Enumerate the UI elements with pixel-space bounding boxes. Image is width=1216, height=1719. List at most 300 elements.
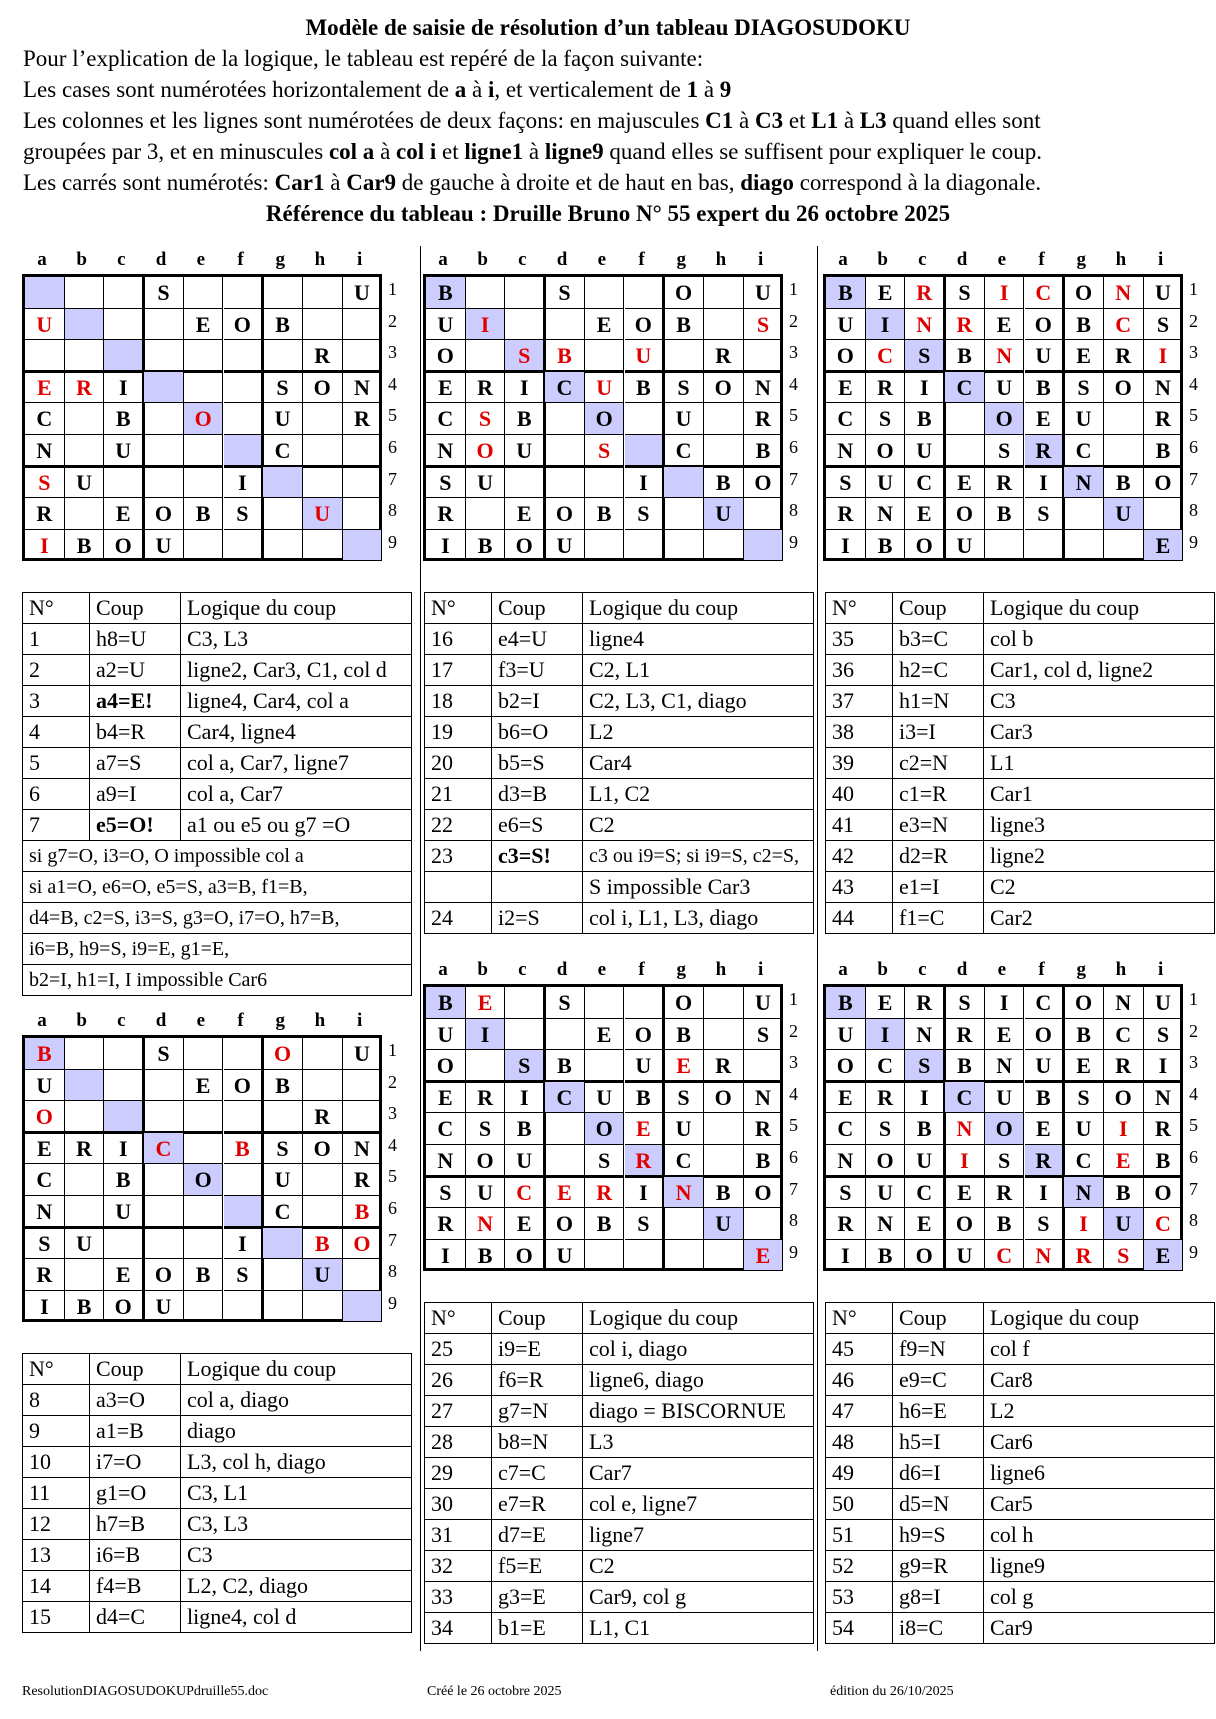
grid-cell: C bbox=[1064, 435, 1104, 468]
grid-cell bbox=[104, 1070, 145, 1102]
grid-cell bbox=[744, 340, 783, 373]
grid-cell: N bbox=[945, 1113, 985, 1145]
grid-cell: S bbox=[144, 277, 184, 309]
column-letter: b bbox=[477, 959, 488, 980]
grid-cell: S bbox=[466, 403, 506, 435]
grid-cell bbox=[144, 1070, 184, 1102]
move-logic: col a, Car7, ligne7 bbox=[181, 748, 412, 779]
grid-cell: R bbox=[303, 340, 343, 373]
grid-cell: R bbox=[704, 340, 744, 373]
sudoku-board bbox=[823, 984, 1183, 1271]
table-row bbox=[425, 748, 814, 779]
row-number: 6 bbox=[1189, 1147, 1198, 1167]
grid-cell bbox=[664, 1208, 704, 1240]
grid-cell: N bbox=[826, 1145, 866, 1178]
row-number: 3 bbox=[789, 1052, 798, 1073]
grid-cell: U bbox=[866, 1177, 906, 1209]
row-number: 7 bbox=[789, 468, 798, 489]
grid-cell: S bbox=[263, 1133, 303, 1165]
column-letter: h bbox=[715, 249, 727, 270]
grid-cell bbox=[625, 530, 666, 561]
move-coup: c2=N bbox=[893, 748, 984, 779]
grid-cell: B bbox=[585, 1208, 625, 1240]
move-coup: c7=C bbox=[492, 1458, 583, 1489]
grid-cell: E bbox=[905, 498, 946, 530]
column-letter: d bbox=[956, 249, 968, 270]
move-logic: Car2 bbox=[984, 903, 1215, 934]
grid-cell: U bbox=[426, 1019, 466, 1051]
grid-cell: R bbox=[303, 1101, 343, 1134]
grid-cell: S bbox=[664, 372, 704, 404]
grid-cell bbox=[625, 987, 666, 1019]
row-number: 3 bbox=[1189, 1052, 1198, 1073]
grid-cell bbox=[184, 467, 224, 499]
move-logic: col e, ligne7 bbox=[583, 1489, 814, 1520]
grid-cell bbox=[104, 467, 145, 499]
grid-cell bbox=[303, 1164, 343, 1196]
grid-cell: B bbox=[426, 277, 466, 309]
grid-cell: S bbox=[545, 277, 585, 309]
grid-cell bbox=[664, 530, 704, 561]
grid-cell bbox=[144, 1228, 184, 1260]
table-row bbox=[425, 686, 814, 717]
grid-cell: E bbox=[25, 1133, 65, 1165]
grid-cell: S bbox=[505, 1050, 546, 1083]
grid-cell: U bbox=[263, 403, 303, 435]
grid-cell: B bbox=[625, 1082, 666, 1114]
move-coup: e7=R bbox=[492, 1489, 583, 1520]
grid-cell: O bbox=[184, 403, 224, 435]
grid-cell: B bbox=[704, 1177, 744, 1209]
grid-cell: O bbox=[104, 1291, 145, 1322]
column-letter: g bbox=[676, 959, 686, 980]
move-number: 3 bbox=[23, 686, 90, 717]
grid-cell: C bbox=[545, 1082, 585, 1114]
page-title: Modèle de saisie de résolution d’un tableau DIAGOSUDOKU bbox=[305, 15, 911, 40]
move-coup: g1=O bbox=[90, 1478, 181, 1509]
grid-cell bbox=[545, 309, 585, 341]
row-number: 4 bbox=[388, 373, 397, 394]
grid-cell: C bbox=[505, 1177, 546, 1209]
table-row bbox=[23, 1602, 412, 1633]
grid-cell bbox=[466, 277, 506, 309]
grid-cell bbox=[585, 1050, 625, 1083]
grid-cell: B bbox=[505, 1113, 546, 1145]
grid-cell: S bbox=[585, 1145, 625, 1178]
moves-table-5 bbox=[424, 1302, 814, 1644]
table-header-cell: Logique du coup bbox=[181, 1354, 412, 1385]
grid-cell: S bbox=[25, 1228, 65, 1260]
grid-cell: S bbox=[545, 987, 585, 1019]
grid-cell: N bbox=[343, 372, 382, 404]
grid-cell: U bbox=[25, 309, 65, 341]
move-coup: h7=B bbox=[90, 1509, 181, 1540]
grid-cell: R bbox=[866, 1082, 906, 1114]
column-letter: a bbox=[438, 959, 448, 980]
move-coup: h5=I bbox=[893, 1427, 984, 1458]
grid-cell bbox=[263, 1291, 303, 1322]
grid-cell: B bbox=[704, 467, 744, 499]
grid-cell bbox=[184, 1291, 224, 1322]
grid-cell: I bbox=[1144, 340, 1183, 373]
grid-cell: O bbox=[144, 498, 184, 530]
column-letter: i bbox=[1157, 249, 1164, 270]
grid-cell: I bbox=[945, 1145, 985, 1178]
move-number: 51 bbox=[826, 1520, 893, 1551]
column-separator bbox=[817, 246, 818, 1651]
grid-cell: N bbox=[1144, 372, 1183, 404]
grid-cell: E bbox=[826, 372, 866, 404]
column-letter: h bbox=[715, 959, 727, 980]
grid-cell: O bbox=[224, 1070, 265, 1102]
table-row bbox=[425, 655, 814, 686]
move-logic: ligne7 bbox=[583, 1520, 814, 1551]
move-coup: i3=I bbox=[893, 717, 984, 748]
row-number: 5 bbox=[388, 405, 397, 426]
table-row bbox=[425, 1458, 814, 1489]
grid-cell bbox=[343, 309, 382, 341]
table-row bbox=[425, 872, 814, 903]
grid-cell bbox=[744, 530, 783, 561]
grid-cell: N bbox=[826, 435, 866, 468]
grid-cell: O bbox=[945, 1208, 985, 1240]
move-coup: e4=U bbox=[492, 624, 583, 655]
grid-cell: U bbox=[585, 372, 625, 404]
move-coup: g9=R bbox=[893, 1551, 984, 1582]
grid-cell bbox=[184, 1196, 224, 1229]
table-row bbox=[425, 1489, 814, 1520]
move-coup: b8=N bbox=[492, 1427, 583, 1458]
grid-cell bbox=[184, 435, 224, 468]
grid-cell: S bbox=[744, 309, 783, 341]
grid-cell bbox=[303, 403, 343, 435]
move-number: 31 bbox=[425, 1520, 492, 1551]
table-row bbox=[826, 1396, 1215, 1427]
move-number: 36 bbox=[826, 655, 893, 686]
grid-cell bbox=[505, 1019, 546, 1051]
grid-cell: O bbox=[144, 1259, 184, 1291]
column-letter: f bbox=[237, 249, 244, 270]
grid-cell: S bbox=[905, 1050, 946, 1083]
footer-created: Créé le 26 octobre 2025 bbox=[427, 1684, 562, 1699]
grid-cell: O bbox=[1104, 1082, 1144, 1114]
grid-cell bbox=[505, 309, 546, 341]
grid-cell: O bbox=[625, 309, 666, 341]
move-coup: b5=S bbox=[492, 748, 583, 779]
grid-cell: O bbox=[545, 498, 585, 530]
grid-cell: U bbox=[505, 435, 546, 468]
grid-cell: E bbox=[426, 372, 466, 404]
move-coup: e5=O! bbox=[90, 810, 181, 841]
grid-cell: O bbox=[744, 1177, 783, 1209]
grid-cell bbox=[144, 467, 184, 499]
grid-cell: N bbox=[25, 435, 65, 468]
move-number: 2 bbox=[23, 655, 90, 686]
move-logic: S impossible Car3 bbox=[583, 872, 814, 903]
move-logic: L2 bbox=[984, 1396, 1215, 1427]
grid-cell: B bbox=[263, 1070, 303, 1102]
grid-cell: I bbox=[505, 1082, 546, 1114]
column-letter: b bbox=[76, 249, 87, 270]
move-number: 18 bbox=[425, 686, 492, 717]
column-letter: g bbox=[1076, 249, 1086, 270]
grid-cell bbox=[343, 1291, 382, 1322]
move-number: 37 bbox=[826, 686, 893, 717]
grid-cell: U bbox=[1144, 277, 1183, 309]
grid-cell: R bbox=[985, 467, 1025, 499]
grid-cell bbox=[224, 1291, 265, 1322]
grid-cell: S bbox=[826, 467, 866, 499]
move-coup: f6=R bbox=[492, 1365, 583, 1396]
grid-cell bbox=[303, 1038, 343, 1070]
move-logic: C2, L3, C1, diago bbox=[583, 686, 814, 717]
column-letter: h bbox=[1115, 249, 1127, 270]
grid-cell bbox=[184, 340, 224, 373]
grid-cell bbox=[985, 530, 1025, 561]
grid-cell: C bbox=[263, 435, 303, 468]
table-row bbox=[425, 1365, 814, 1396]
move-logic: ligne3 bbox=[984, 810, 1215, 841]
grid-cell: O bbox=[1064, 987, 1104, 1019]
table-row bbox=[425, 903, 814, 934]
move-number: 44 bbox=[826, 903, 893, 934]
grid-cell: O bbox=[625, 1019, 666, 1051]
table-header-row bbox=[826, 593, 1215, 624]
grid-cell: O bbox=[744, 467, 783, 499]
column-letter: d bbox=[556, 249, 568, 270]
grid-cell: U bbox=[343, 277, 382, 309]
grid-cell: S bbox=[25, 467, 65, 499]
grid-cell bbox=[65, 1259, 105, 1291]
table-header-cell: N° bbox=[425, 1303, 492, 1334]
move-logic: ligne4, Car4, col a bbox=[181, 686, 412, 717]
grid-cell: S bbox=[866, 403, 906, 435]
move-coup: f3=U bbox=[492, 655, 583, 686]
grid-cell: U bbox=[426, 309, 466, 341]
table-row bbox=[23, 810, 412, 841]
move-coup: a1=B bbox=[90, 1416, 181, 1447]
grid-cell: R bbox=[826, 1208, 866, 1240]
grid-cell: B bbox=[985, 1208, 1025, 1240]
grid-cell bbox=[303, 1291, 343, 1322]
move-logic: ligne6 bbox=[984, 1458, 1215, 1489]
grid-cell: C bbox=[1104, 309, 1144, 341]
grid-cell: B bbox=[1104, 1177, 1144, 1209]
grid-cell: B bbox=[25, 1038, 65, 1070]
grid-cell: O bbox=[1144, 1177, 1183, 1209]
row-number: 8 bbox=[789, 500, 798, 521]
grid-cell bbox=[263, 340, 303, 373]
grid-cell: B bbox=[1025, 372, 1066, 404]
table-row bbox=[23, 655, 412, 686]
column-letter: d bbox=[155, 1010, 167, 1031]
grid-cell bbox=[263, 467, 303, 499]
grid-cell: I bbox=[826, 530, 866, 561]
grid-cell bbox=[144, 309, 184, 341]
move-logic: ligne6, diago bbox=[583, 1365, 814, 1396]
grid-cell: U bbox=[866, 467, 906, 499]
grid-cell: O bbox=[1104, 372, 1144, 404]
grid-cell: E bbox=[866, 987, 906, 1019]
grid-cell: E bbox=[184, 1070, 224, 1102]
move-logic: Car1 bbox=[984, 779, 1215, 810]
row-number: 7 bbox=[388, 1229, 397, 1250]
grid-cell: C bbox=[1064, 1145, 1104, 1178]
grid-cell: U bbox=[1104, 1208, 1144, 1240]
grid-cell: R bbox=[466, 372, 506, 404]
grid-cell bbox=[466, 498, 506, 530]
grid-cell bbox=[144, 1196, 184, 1229]
grid-cell: U bbox=[1104, 498, 1144, 530]
grid-cell: U bbox=[1144, 987, 1183, 1019]
move-coup: g7=N bbox=[492, 1396, 583, 1427]
grid-cell: R bbox=[866, 372, 906, 404]
grid-cell bbox=[263, 530, 303, 561]
note-text: si g7=O, i3=O, O impossible col a bbox=[23, 841, 412, 872]
grid-cell: E bbox=[905, 1208, 946, 1240]
row-number: 1 bbox=[789, 989, 798, 1009]
grid-cell: B bbox=[224, 1133, 265, 1165]
column-letter: a bbox=[37, 1010, 47, 1031]
grid-cell: O bbox=[704, 372, 744, 404]
move-coup: h1=N bbox=[893, 686, 984, 717]
grid-cell bbox=[343, 340, 382, 373]
grid-cell: B bbox=[585, 498, 625, 530]
grid-cell: E bbox=[866, 277, 906, 309]
row-number: 6 bbox=[388, 437, 397, 457]
grid-cell: B bbox=[945, 340, 985, 373]
grid-cell: E bbox=[985, 1019, 1025, 1051]
move-logic: C2 bbox=[583, 1551, 814, 1582]
move-coup: a9=I bbox=[90, 779, 181, 810]
grid-cell bbox=[704, 987, 744, 1019]
column-letter: g bbox=[275, 249, 285, 270]
grid-cell: O bbox=[826, 1050, 866, 1083]
move-coup: f5=E bbox=[492, 1551, 583, 1582]
grid-cell bbox=[303, 1070, 343, 1102]
moves-table-3 bbox=[825, 592, 1215, 934]
grid-cell: R bbox=[1025, 435, 1066, 468]
table-header-cell: Coup bbox=[893, 1303, 984, 1334]
column-letter: e bbox=[997, 249, 1007, 270]
grid-cell: B bbox=[263, 309, 303, 341]
move-logic: L2 bbox=[583, 717, 814, 748]
grid-cell: N bbox=[343, 1133, 382, 1165]
move-number: 10 bbox=[23, 1447, 90, 1478]
grid-cell bbox=[104, 1228, 145, 1260]
grid-cell: C bbox=[905, 467, 946, 499]
move-logic: col g bbox=[984, 1582, 1215, 1613]
table-row bbox=[23, 779, 412, 810]
move-number: 42 bbox=[826, 841, 893, 872]
grid-cell: O bbox=[664, 277, 704, 309]
table-header-cell: Logique du coup bbox=[984, 593, 1215, 624]
grid-cell: R bbox=[826, 498, 866, 530]
grid-cell bbox=[303, 435, 343, 468]
grid-cell: S bbox=[426, 467, 466, 499]
grid-cell bbox=[704, 1113, 744, 1145]
table-header-row bbox=[23, 593, 412, 624]
column-letter: h bbox=[314, 1010, 326, 1031]
grid-cell bbox=[704, 1240, 744, 1271]
grid-cell bbox=[343, 498, 382, 530]
grid-cell: S bbox=[945, 987, 985, 1019]
table-row bbox=[23, 748, 412, 779]
row-number: 8 bbox=[1189, 500, 1198, 521]
sudoku-board bbox=[22, 1035, 382, 1322]
table-row bbox=[826, 624, 1215, 655]
grid-cell: U bbox=[625, 340, 666, 373]
row-number: 6 bbox=[1189, 437, 1198, 457]
move-logic: col a, Car7 bbox=[181, 779, 412, 810]
grid-cell: E bbox=[184, 309, 224, 341]
column-letter: h bbox=[1115, 959, 1127, 980]
column-letter: e bbox=[196, 249, 206, 270]
grid-cell bbox=[303, 277, 343, 309]
grid-cell: E bbox=[104, 1259, 145, 1291]
grid-cell: E bbox=[545, 1177, 585, 1209]
row-number: 9 bbox=[789, 1241, 798, 1262]
grid-cell: B bbox=[343, 1196, 382, 1229]
grid-cell bbox=[505, 277, 546, 309]
grid-cell bbox=[545, 1145, 585, 1178]
grid-cell bbox=[585, 277, 625, 309]
move-coup: f1=C bbox=[893, 903, 984, 934]
grid-cell: N bbox=[905, 309, 946, 341]
move-number: 30 bbox=[425, 1489, 492, 1520]
column-letter: i bbox=[356, 1010, 363, 1031]
move-number: 6 bbox=[23, 779, 90, 810]
row-number: 9 bbox=[1189, 1241, 1198, 1262]
grid-cell bbox=[545, 435, 585, 468]
grid-cell: R bbox=[1104, 340, 1144, 373]
grid-cell bbox=[104, 277, 145, 309]
grid-cell: R bbox=[704, 1050, 744, 1083]
row-number: 5 bbox=[1189, 405, 1198, 426]
grid-cell: O bbox=[985, 1113, 1025, 1145]
move-logic: ligne4 bbox=[583, 624, 814, 655]
grid-cell: C bbox=[1025, 987, 1066, 1019]
note-text: si a1=O, e6=O, e5=S, a3=B, f1=B, bbox=[23, 872, 412, 903]
grid-cell: B bbox=[65, 1291, 105, 1322]
move-coup: b3=C bbox=[893, 624, 984, 655]
grid-cell bbox=[65, 1196, 105, 1229]
grid-cell: O bbox=[104, 530, 145, 561]
move-logic: L3, col h, diago bbox=[181, 1447, 412, 1478]
move-coup: i9=E bbox=[492, 1334, 583, 1365]
move-logic: C3 bbox=[181, 1540, 412, 1571]
move-number: 29 bbox=[425, 1458, 492, 1489]
column-separator bbox=[420, 246, 421, 1651]
table-row bbox=[826, 810, 1215, 841]
move-number: 22 bbox=[425, 810, 492, 841]
grid-cell bbox=[184, 1101, 224, 1134]
grid-cell bbox=[1104, 403, 1144, 435]
move-number: 27 bbox=[425, 1396, 492, 1427]
grid-cell: R bbox=[625, 1145, 666, 1178]
table-header-cell: N° bbox=[23, 593, 90, 624]
move-logic: Car8 bbox=[984, 1365, 1215, 1396]
move-number: 21 bbox=[425, 779, 492, 810]
grid-cell: O bbox=[25, 1101, 65, 1134]
move-number: 25 bbox=[425, 1334, 492, 1365]
row-number: 6 bbox=[388, 1198, 397, 1218]
move-logic: diago bbox=[181, 1416, 412, 1447]
grid-cell bbox=[144, 435, 184, 468]
grid-cell bbox=[224, 1101, 265, 1134]
row-number: 7 bbox=[1189, 468, 1198, 489]
grid-cell bbox=[224, 1196, 265, 1229]
